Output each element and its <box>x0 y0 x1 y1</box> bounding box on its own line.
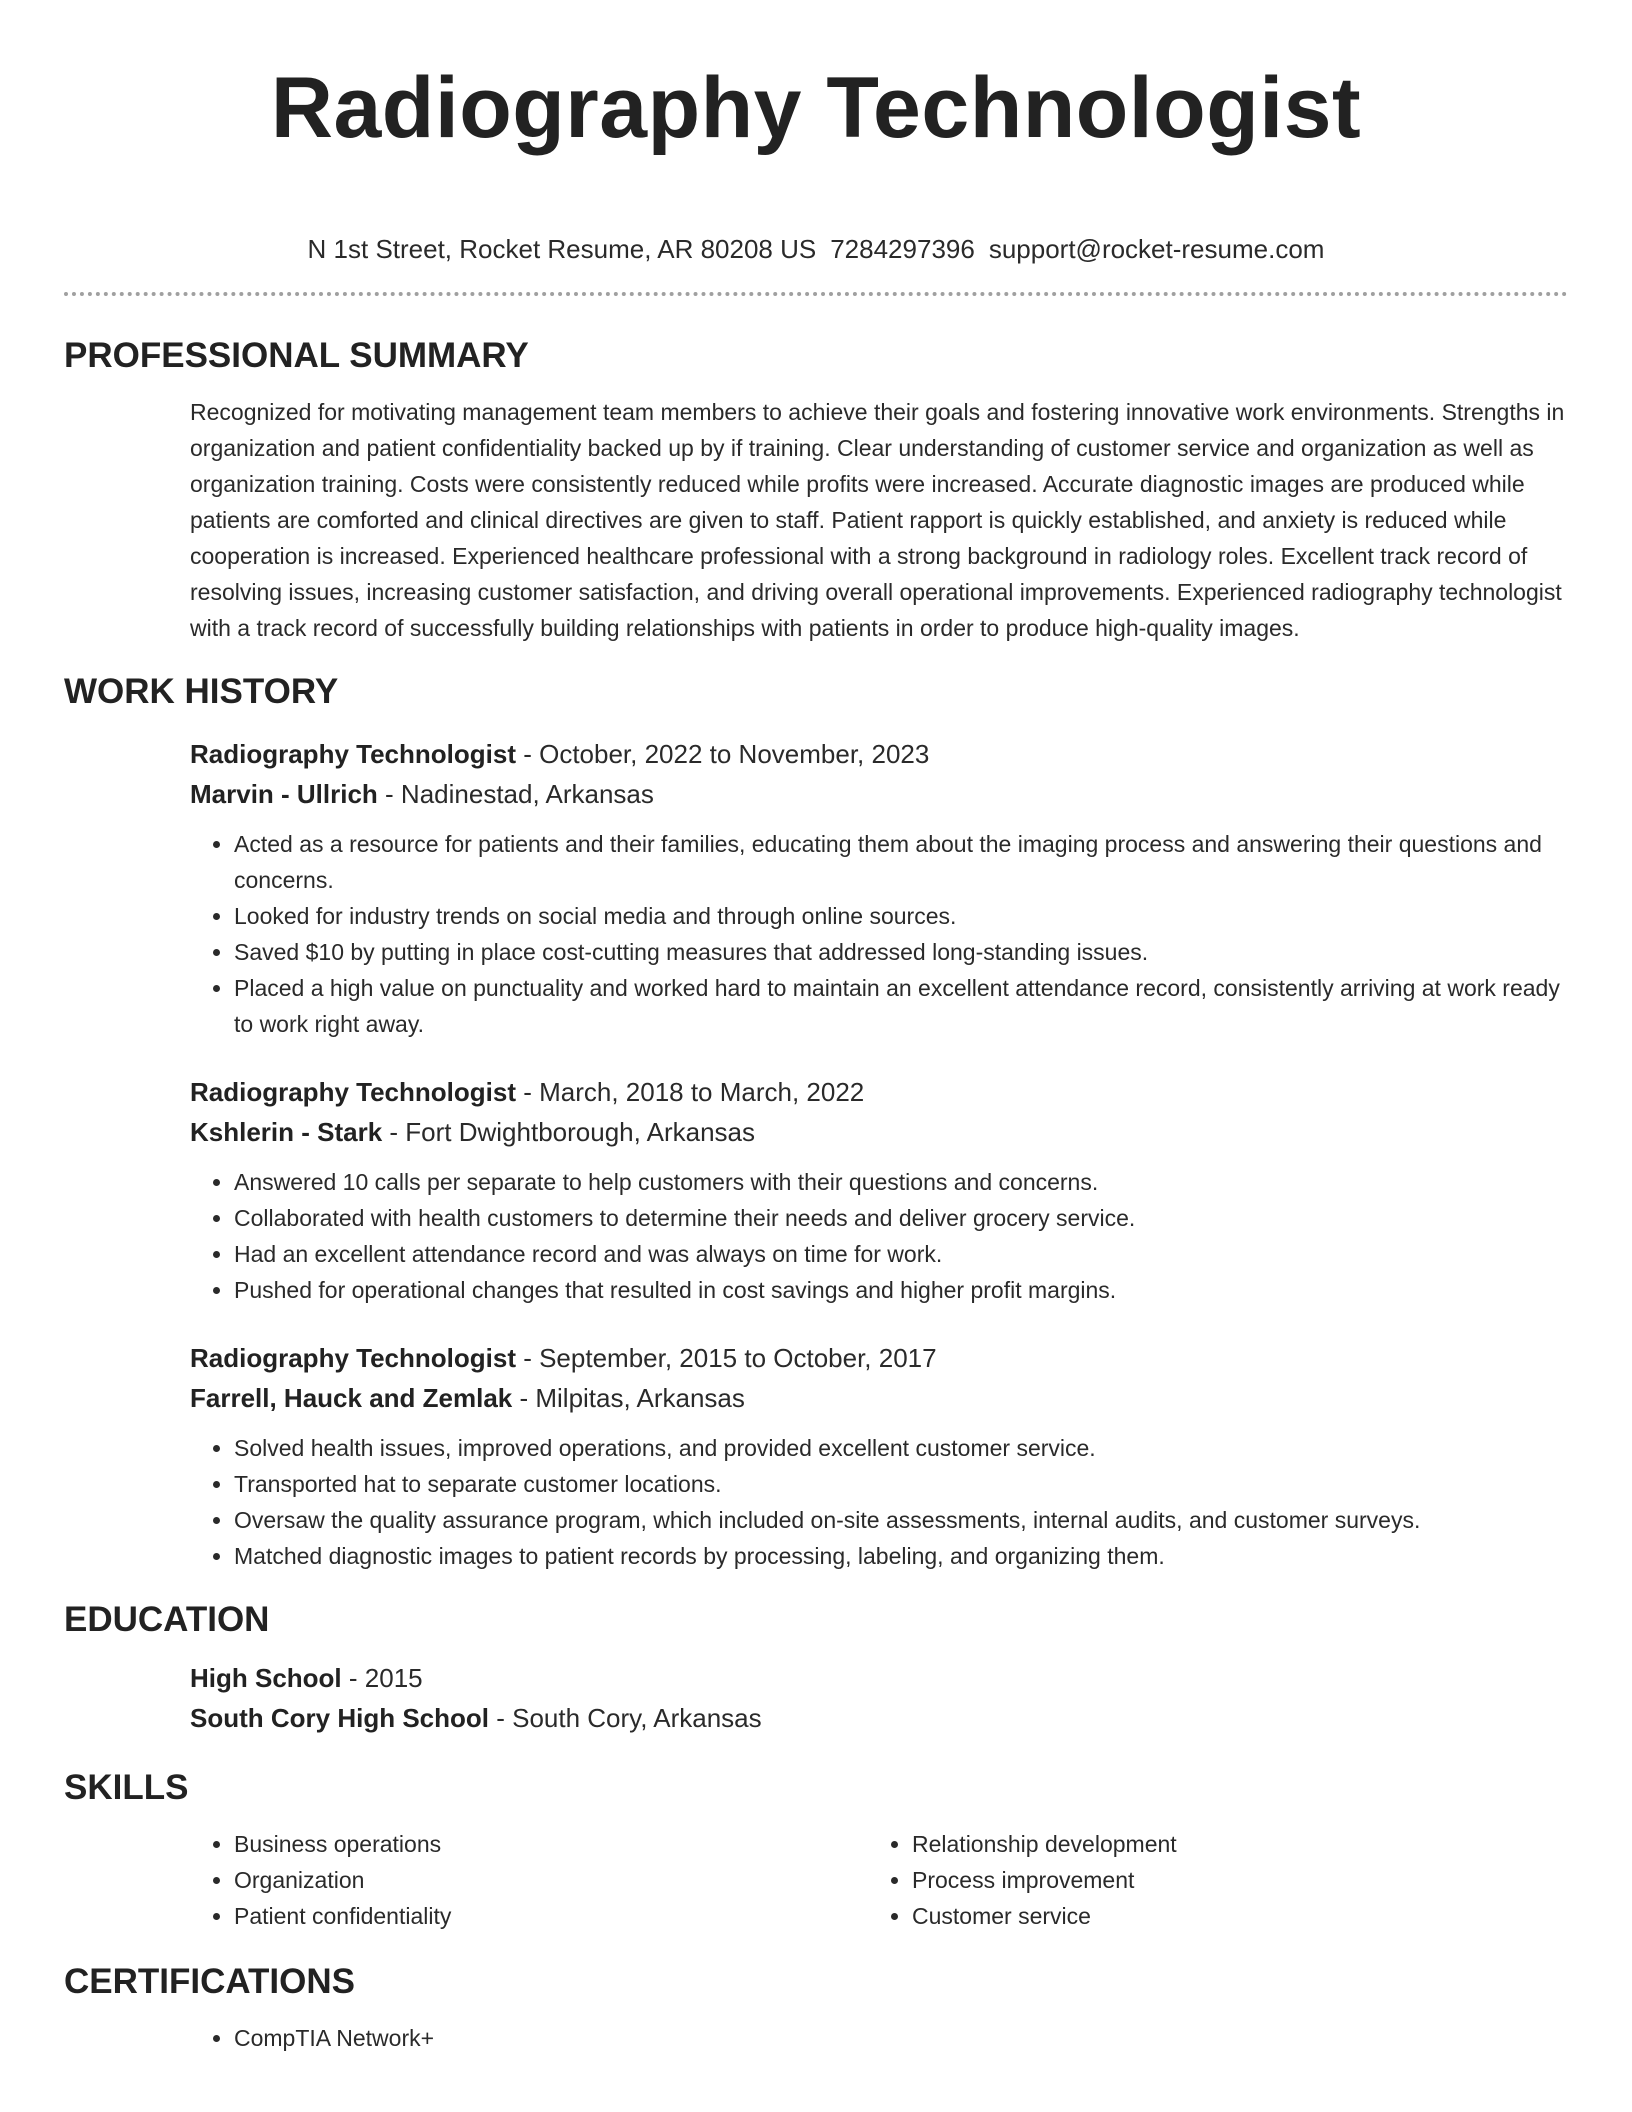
job-role: Radiography Technologist <box>190 1343 516 1373</box>
skill-item: • Business operations <box>234 1826 868 1862</box>
education-school: South Cory High School <box>190 1703 489 1733</box>
skill-item: • Organization <box>234 1862 868 1898</box>
job-bullet: • Transported hat to separate customer locations. <box>234 1466 1568 1502</box>
job-entry <box>190 734 1568 1042</box>
summary-text: Recognized for motivating management team members to achieve their goals and fostering innovative work environments. Strengths in organization and patient confidentiality backed up by if training. Clear understanding of customer service and organization as well as organization training. Costs were consistently reduced while profits were increased. Accurate diagnostic images are produced while patients are comforted and clinical directives are given to staff. Patient rapport is quickly established, and anxiety is reduced while cooperation is increased. Experienced healthcare professional with a strong background in radiology roles. Excellent track record of resolving issues, increasing customer satisfaction, and driving overall operational improvements. Experienced radiography technologist with a track record of successfully building relationships with patients in order to produce high-quality images. <box>190 399 1565 641</box>
job-title-line <box>190 1338 1568 1378</box>
education-section <box>64 1600 1568 1738</box>
job-location: - Milpitas, Arkansas <box>512 1383 745 1413</box>
job-role: Radiography Technologist <box>190 1077 516 1107</box>
job-location: - Nadinestad, Arkansas <box>377 779 654 809</box>
job-company-line <box>190 1378 1568 1418</box>
education-year: - 2015 <box>341 1663 423 1693</box>
job-role: Radiography Technologist <box>190 739 516 769</box>
job-dates: - March, 2018 to March, 2022 <box>515 1077 865 1107</box>
skills-list-left <box>190 1826 868 1934</box>
job-entry <box>190 1072 1568 1308</box>
job-bullet: • Pushed for operational changes that resulted in cost savings and higher profit margins. <box>234 1272 1568 1308</box>
job-bullet: • Looked for industry trends on social media and through online sources. <box>234 898 1568 934</box>
contact-line <box>64 234 1568 264</box>
job-dates: - October, 2022 to November, 2023 <box>515 739 930 769</box>
job-bullets <box>190 826 1568 1042</box>
skills-section <box>64 1768 1568 1934</box>
education-degree: High School <box>190 1663 342 1693</box>
skills-list-right <box>868 1826 1546 1934</box>
job-entry <box>190 1338 1568 1574</box>
skill-item: • Process improvement <box>912 1862 1546 1898</box>
header-divider <box>64 292 1568 296</box>
job-title-line <box>190 1072 1568 1112</box>
job-bullet: • Saved $10 by putting in place cost-cutting measures that addressed long-standing issues. <box>234 934 1568 970</box>
job-bullet: • Placed a high value on punctuality and worked hard to maintain an excellent attendance record, consistently arriving at work ready to work right away. <box>234 970 1568 1042</box>
resume-name: Radiography Technologist <box>270 60 1362 156</box>
work-heading: WORK HISTORY <box>64 672 339 711</box>
summary-section <box>64 336 1568 646</box>
job-company: Marvin - Ullrich <box>190 779 378 809</box>
job-bullet: • Solved health issues, improved operations, and provided excellent customer service. <box>234 1430 1568 1466</box>
skills-heading: SKILLS <box>64 1768 189 1807</box>
contact-phone: 7284297396 <box>830 234 975 264</box>
job-bullets <box>190 1430 1568 1574</box>
job-bullet: • Collaborated with health customers to determine their needs and deliver grocery service. <box>234 1200 1568 1236</box>
job-company-line <box>190 1112 1568 1152</box>
work-section <box>64 672 1568 1574</box>
skill-item: • Relationship development <box>912 1826 1546 1862</box>
certifications-heading: CERTIFICATIONS <box>64 1962 356 2001</box>
job-bullet: • Had an excellent attendance record and was always on time for work. <box>234 1236 1568 1272</box>
education-school-line <box>190 1698 1568 1738</box>
job-bullet: • Oversaw the quality assurance program, which included on-site assessments, internal audits, and customer surveys. <box>234 1502 1568 1538</box>
job-bullet: • Acted as a resource for patients and their families, educating them about the imaging process and answering their questions and concerns. <box>234 826 1568 898</box>
job-bullets <box>190 1164 1568 1308</box>
job-location: - Fort Dwightborough, Arkansas <box>382 1117 756 1147</box>
job-bullet: • Answered 10 calls per separate to help customers with their questions and concerns. <box>234 1164 1568 1200</box>
education-heading: EDUCATION <box>64 1600 270 1639</box>
job-company: Farrell, Hauck and Zemlak <box>190 1383 513 1413</box>
skill-item: • Patient confidentiality <box>234 1898 868 1934</box>
job-company: Kshlerin - Stark <box>190 1117 383 1147</box>
job-title-line <box>190 734 1568 774</box>
job-bullet: • Matched diagnostic images to patient records by processing, labeling, and organizing them. <box>234 1538 1568 1574</box>
certifications-section <box>64 1962 1568 2056</box>
certifications-list <box>190 2020 1568 2056</box>
job-company-line <box>190 774 1568 814</box>
contact-email[interactable]: support@rocket-resume.com <box>988 234 1325 264</box>
education-degree-line <box>190 1658 1568 1698</box>
education-location: - South Cory, Arkansas <box>489 1703 762 1733</box>
skill-item: • Customer service <box>912 1898 1546 1934</box>
summary-heading: PROFESSIONAL SUMMARY <box>64 336 529 375</box>
contact-address: N 1st Street, Rocket Resume, AR 80208 US <box>307 234 817 264</box>
certification-item: • CompTIA Network+ <box>234 2020 1568 2056</box>
job-dates: - September, 2015 to October, 2017 <box>515 1343 937 1373</box>
